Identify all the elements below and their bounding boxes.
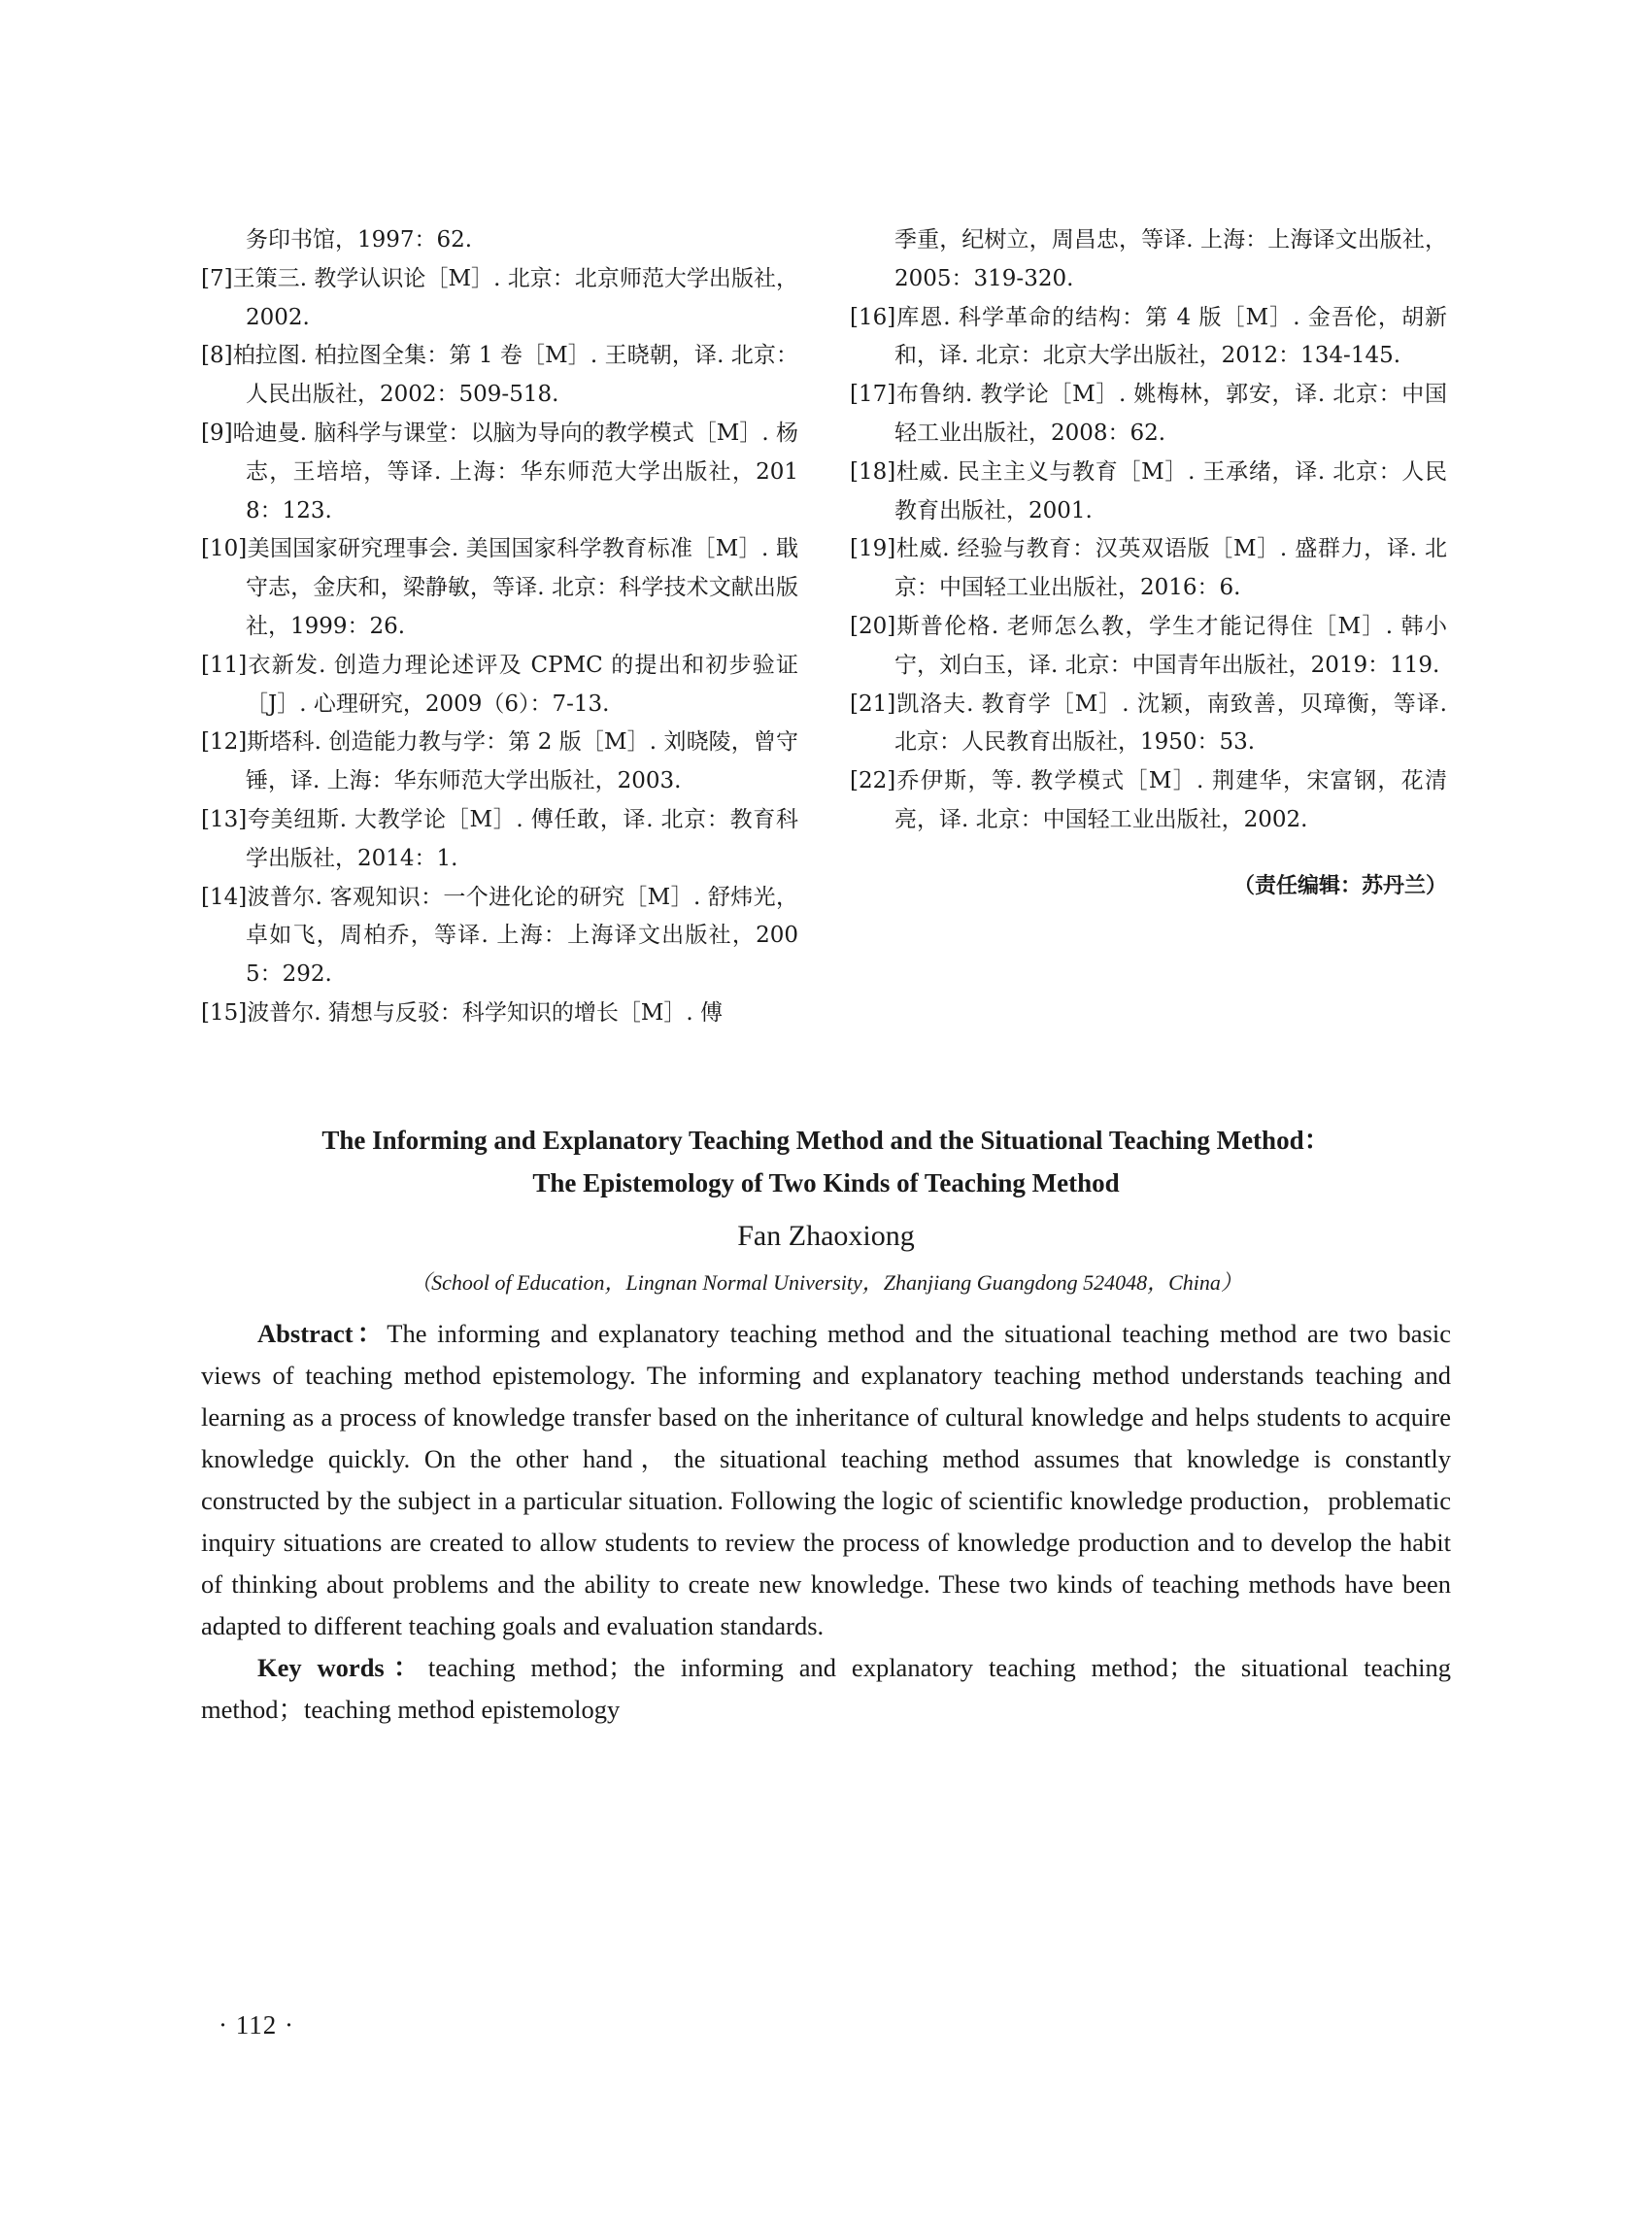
reference-item: [7]王策三. 教学认识论［M］. 北京：北京师范大学出版社，2002.	[201, 265, 798, 330]
keywords-paragraph	[201, 1647, 1451, 1731]
reference-item: [19]杜威. 经验与教育：汉英双语版［M］. 盛群力，译. 北京：中国轻工业出版社，2016：6.	[850, 536, 1447, 601]
title-line: The Epistemology of Two Kinds of Teaching Method	[532, 1168, 1120, 1197]
page-number: · 112 ·	[219, 2010, 294, 2040]
english-title	[201, 1119, 1451, 1204]
editor-note: （责任编辑：苏丹兰）	[1232, 873, 1447, 898]
abstract-block	[201, 1313, 1451, 1731]
reference-item: [17]布鲁纳. 教学论［M］. 姚梅林，郭安，译. 北京：中国轻工业出版社，2008：62.	[850, 382, 1447, 446]
reference-item: [15]波普尔. 猜想与反驳：科学知识的增长［M］. 傅	[201, 999, 724, 1026]
reference-item: 季重，纪树立，周昌忠，等译. 上海：上海译文出版社，2005：319-320.	[894, 227, 1447, 291]
author-affiliation: （School of Education，Lingnan Normal University，Zhanjiang Guangdong 524048，China）	[410, 1270, 1242, 1295]
reference-item: [18]杜威. 民主主义与教育［M］. 王承绪，译. 北京：人民教育出版社，2001.	[850, 458, 1447, 523]
references-right-column	[850, 221, 1447, 899]
keywords-text: teaching method；the informing and explanatory teaching method；the situational teaching method；teaching method epistemology	[201, 1653, 1451, 1724]
keywords-label: Key words：	[257, 1653, 428, 1682]
abstract-label: Abstract：	[257, 1319, 388, 1348]
reference-item: [22]乔伊斯，等. 教学模式［M］. 荆建华，宋富钢，花清亮，译. 北京：中国轻工业出版社，2002.	[850, 768, 1447, 832]
reference-item: [20]斯普伦格. 老师怎么教，学生才能记得住［M］. 韩小宁，刘白玉，译. 北京：中国青年出版社，2019：119.	[850, 613, 1447, 678]
reference-item: [14]波普尔. 客观知识：一个进化论的研究［M］. 舒炜光，卓如飞，周柏乔，等译. 上海：上海译文出版社，2005：292.	[201, 884, 798, 988]
reference-item: 务印书馆，1997：62.	[246, 227, 473, 253]
reference-item: [10]美国国家研究理事会. 美国国家科学教育标准［M］. 戢守志，金庆和，梁静敏，等译. 北京：科学技术文献出版社，1999：26.	[201, 536, 798, 639]
reference-item: [11]衣新发. 创造力理论述评及 CPMC 的提出和初步验证［J］. 心理研究，2009（6）：7-13.	[201, 652, 798, 717]
reference-item: [16]库恩. 科学革命的结构：第 4 版［M］. 金吾伦，胡新和，译. 北京：北京大学出版社，2012：134-145.	[850, 304, 1447, 369]
title-line: The Informing and Explanatory Teaching Method and the Situational Teaching Method：	[321, 1126, 1331, 1155]
reference-item: [8]柏拉图. 柏拉图全集：第 1 卷［M］. 王晓朝，译. 北京：人民出版社，2002：509-518.	[201, 343, 798, 408]
reference-item: [12]斯塔科. 创造能力教与学：第 2 版［M］. 刘晓陵，曾守锤，译. 上海：华东师范大学出版社，2003.	[201, 729, 798, 794]
author-name: Fan Zhaoxiong	[737, 1220, 915, 1252]
abstract-text: The informing and explanatory teaching method and the situational teaching method are two basic views of teaching method epistemology. The informing and explanatory teaching method understands teaching and learning as a process of knowledge transfer based on the inheritance of cultural knowledge and helps students to acquire knowledge quickly. On the other hand，the situational teaching method assumes that knowledge is constantly constructed by the subject in a particular situation. Following the logic of scientific knowledge production，problematic inquiry situations are created to allow students to review the process of knowledge production and to develop the habit of thinking about problems and the ability to create new knowledge. These two kinds of teaching methods have been adapted to different teaching goals and evaluation standards.	[201, 1319, 1451, 1640]
reference-item: [13]夸美纽斯. 大教学论［M］. 傅任敢，译. 北京：教育科学出版社，2014：1.	[201, 806, 798, 871]
reference-item: [9]哈迪曼. 脑科学与课堂：以脑为导向的教学模式［M］. 杨志，王培培，等译. 上海：华东师范大学出版社，2018：123.	[201, 420, 798, 523]
references-left-column	[201, 221, 798, 1033]
reference-item: [21]凯洛夫. 教育学［M］. 沈颖，南致善，贝璋衡，等译. 北京：人民教育出版社，1950：53.	[850, 691, 1447, 756]
abstract-paragraph	[201, 1313, 1451, 1647]
